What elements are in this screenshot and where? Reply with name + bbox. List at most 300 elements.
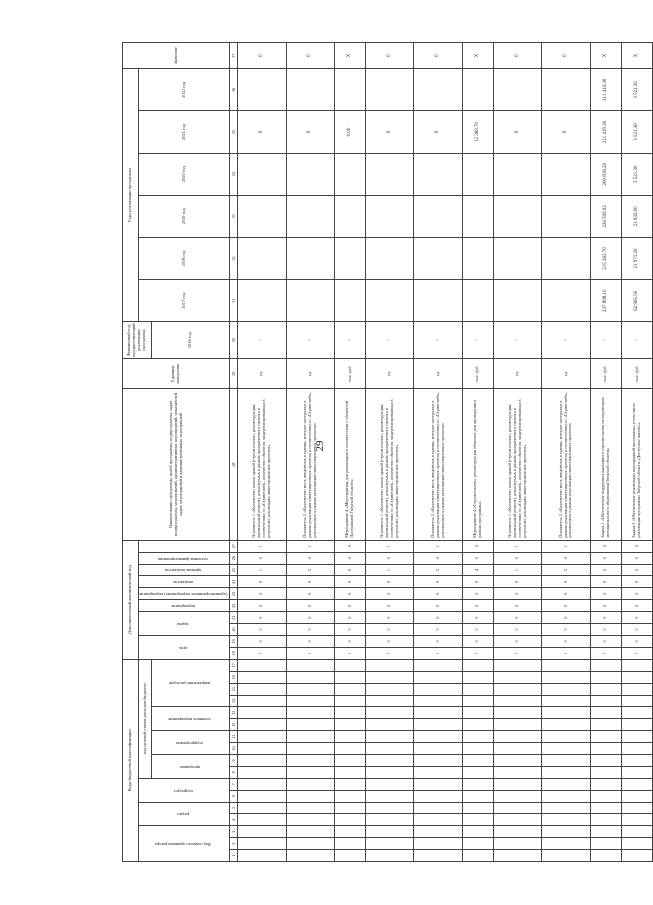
code-cell bbox=[590, 838, 621, 850]
code-cell bbox=[414, 707, 462, 719]
column-number: 16 bbox=[230, 671, 238, 683]
code-cell: 0 bbox=[590, 612, 621, 624]
row-year-value bbox=[414, 280, 462, 322]
code-cell bbox=[621, 826, 652, 838]
code-cell: 0 bbox=[238, 635, 286, 647]
code-cell bbox=[494, 719, 542, 731]
row-year-value: 211 419.30 bbox=[590, 69, 621, 111]
row-year-value: 0 bbox=[238, 111, 286, 153]
code-cell: 0 bbox=[334, 564, 365, 576]
code-cell bbox=[366, 826, 414, 838]
row-fin-year: \ bbox=[542, 322, 590, 359]
section-header: раздел bbox=[177, 812, 190, 818]
row-year-value bbox=[286, 69, 334, 111]
code-cell bbox=[414, 802, 462, 814]
code-cell: 0 bbox=[334, 588, 365, 600]
code-cell: 0 bbox=[462, 612, 493, 624]
row-year-value bbox=[334, 195, 365, 237]
row-name: Показатель 1 «Количество новых зданий (строительство, реконструкция, капитальный ремонт), реализуемых в рамках приоритетного проекта в соответствии со «Стратегией», количество объектов, модернизированных в результате реализации инвестиционных проектов» bbox=[366, 389, 414, 540]
code-cell bbox=[414, 719, 462, 731]
row-value: X bbox=[621, 43, 652, 69]
row-fin-year: \ bbox=[462, 322, 493, 359]
admin-header: Код главного администратора bbox=[155, 842, 212, 848]
code-cell: 0 bbox=[286, 635, 334, 647]
code-cell bbox=[366, 719, 414, 731]
code-cell bbox=[494, 790, 542, 802]
row-fin-year: \ bbox=[621, 322, 652, 359]
code-cell bbox=[238, 790, 286, 802]
code-cell bbox=[462, 719, 493, 731]
column-number: 6 bbox=[230, 790, 238, 802]
code-cell: 0 bbox=[621, 564, 652, 576]
code-cell bbox=[621, 850, 652, 862]
row-year-value bbox=[542, 153, 590, 195]
row-unit: ед. bbox=[286, 359, 334, 389]
code-cell: 1 bbox=[494, 540, 542, 552]
code-cell bbox=[494, 826, 542, 838]
code-cell bbox=[462, 790, 493, 802]
row-fin-year: \ bbox=[366, 322, 414, 359]
row-year-value bbox=[334, 153, 365, 195]
code-cell: 0 bbox=[494, 588, 542, 600]
code-cell: 0 bbox=[286, 588, 334, 600]
column-number: 10 bbox=[230, 743, 238, 755]
year-2019-header: 2019 год bbox=[139, 195, 230, 237]
code-cell bbox=[334, 850, 365, 862]
row-year-value bbox=[334, 237, 365, 279]
code-cell bbox=[462, 731, 493, 743]
code-cell: 0 bbox=[334, 600, 365, 612]
code-cell bbox=[286, 850, 334, 862]
row-year-value bbox=[462, 280, 493, 322]
row-year-value: 211 419.30 bbox=[590, 111, 621, 153]
code-cell bbox=[494, 731, 542, 743]
row-year-value bbox=[462, 153, 493, 195]
code-cell bbox=[286, 731, 334, 743]
code-cell: 0 bbox=[286, 600, 334, 612]
code-cell bbox=[414, 683, 462, 695]
code-cell: 0 bbox=[494, 600, 542, 612]
code-cell bbox=[366, 814, 414, 826]
table-row bbox=[542, 43, 590, 862]
row-year-value: 237 898.10 bbox=[590, 280, 621, 322]
code-cell: 1 bbox=[414, 540, 462, 552]
column-number: 21 bbox=[230, 612, 238, 624]
code-cell bbox=[334, 754, 365, 766]
code-cell bbox=[366, 790, 414, 802]
column-number: 12 bbox=[230, 719, 238, 731]
year-2022-header: 2022 год bbox=[139, 69, 230, 111]
row-unit: ед. bbox=[366, 359, 414, 389]
code-cell: 0 bbox=[590, 635, 621, 647]
code-cell bbox=[542, 826, 590, 838]
code-cell: 0 bbox=[590, 588, 621, 600]
row-year-value bbox=[414, 195, 462, 237]
column-number: 31 bbox=[230, 280, 238, 322]
code-cell bbox=[238, 766, 286, 778]
row-year-value bbox=[286, 195, 334, 237]
code-cell bbox=[542, 766, 590, 778]
code-cell bbox=[238, 695, 286, 707]
code-cell: 0 bbox=[590, 552, 621, 564]
code-cell bbox=[334, 790, 365, 802]
code-cell: 0 bbox=[621, 576, 652, 588]
code-cell bbox=[494, 707, 542, 719]
code-cell bbox=[462, 778, 493, 790]
column-number: 8 bbox=[230, 766, 238, 778]
code-cell bbox=[462, 707, 493, 719]
code-cell bbox=[462, 802, 493, 814]
row-year-value bbox=[542, 69, 590, 111]
code-cell bbox=[414, 731, 462, 743]
code-cell bbox=[238, 719, 286, 731]
row-value: X bbox=[462, 43, 493, 69]
code-cell: 0 bbox=[462, 588, 493, 600]
code-cell bbox=[334, 743, 365, 755]
table-row bbox=[590, 43, 621, 862]
code-cell bbox=[494, 778, 542, 790]
code-cell: 4 bbox=[462, 564, 493, 576]
row-year-value bbox=[366, 69, 414, 111]
code-cell bbox=[494, 671, 542, 683]
indicator-header: показатель bbox=[173, 580, 194, 586]
column-number: 26 bbox=[230, 552, 238, 564]
code-cell bbox=[286, 707, 334, 719]
code-cell bbox=[414, 671, 462, 683]
code-cell bbox=[366, 743, 414, 755]
row-fin-year: \ bbox=[334, 322, 365, 359]
column-number: 28 bbox=[230, 389, 238, 540]
row-year-value bbox=[334, 69, 365, 111]
code-cell bbox=[414, 826, 462, 838]
code-cell bbox=[494, 814, 542, 826]
row-name: Задача 1 «Обеспечение поддержки жилищного строительства на территории муниципального образования Тверской области» bbox=[590, 389, 621, 540]
code-cell: 0 bbox=[238, 552, 286, 564]
row-year-value bbox=[238, 195, 286, 237]
column-number: 19 bbox=[230, 635, 238, 647]
code-cell bbox=[414, 778, 462, 790]
table-row bbox=[238, 43, 286, 862]
row-year-value bbox=[494, 69, 542, 111]
table-row bbox=[621, 43, 652, 862]
code-cell bbox=[621, 814, 652, 826]
table-row bbox=[462, 43, 493, 862]
row-fin-year: \ bbox=[286, 322, 334, 359]
code-cell: 0 bbox=[590, 600, 621, 612]
year-2020-header: 2020 год bbox=[139, 153, 230, 195]
row-year-value bbox=[366, 195, 414, 237]
code-cell: 1 bbox=[286, 647, 334, 659]
program-table-body bbox=[238, 43, 653, 862]
code-cell bbox=[621, 671, 652, 683]
code-cell: 0 bbox=[334, 552, 365, 564]
row-value: 0 bbox=[414, 43, 462, 69]
code-cell bbox=[590, 790, 621, 802]
code-cell: 3 bbox=[494, 624, 542, 636]
code-cell: 0 bbox=[366, 588, 414, 600]
code-cell bbox=[590, 802, 621, 814]
code-cell: 0 bbox=[621, 635, 652, 647]
column-number: 23 bbox=[230, 588, 238, 600]
code-cell bbox=[590, 754, 621, 766]
row-year-value: 3 521.30 bbox=[621, 153, 652, 195]
code-cell: 1 bbox=[238, 564, 286, 576]
code-cell bbox=[238, 659, 286, 671]
row-value: X bbox=[334, 43, 365, 69]
code-cell: 0 bbox=[286, 576, 334, 588]
code-cell bbox=[590, 731, 621, 743]
row-year-value bbox=[286, 237, 334, 279]
code-cell: 0 bbox=[334, 612, 365, 624]
code-cell bbox=[334, 778, 365, 790]
table-row bbox=[286, 43, 334, 862]
code-cell: 3 bbox=[621, 624, 652, 636]
code-cell: 1 bbox=[414, 647, 462, 659]
code-cell bbox=[542, 731, 590, 743]
code-cell bbox=[238, 683, 286, 695]
column-number: 29 bbox=[230, 359, 238, 389]
code-cell bbox=[590, 778, 621, 790]
row-year-value bbox=[286, 280, 334, 322]
row-unit: ед. bbox=[494, 359, 542, 389]
code-cell: 0 bbox=[590, 564, 621, 576]
code-cell bbox=[494, 838, 542, 850]
row-year-value: 12 369.70 bbox=[462, 111, 493, 153]
budget-codes-header: Коды бюджетной классификации bbox=[123, 659, 139, 861]
code-cell: 0 bbox=[366, 635, 414, 647]
code-cell: 0 bbox=[494, 635, 542, 647]
code-cell bbox=[542, 743, 590, 755]
code-cell bbox=[414, 850, 462, 862]
row-year-value bbox=[462, 195, 493, 237]
column-number: 18 bbox=[230, 647, 238, 659]
code-cell bbox=[286, 683, 334, 695]
code-cell bbox=[462, 659, 493, 671]
code-cell bbox=[238, 707, 286, 719]
row-year-value bbox=[494, 195, 542, 237]
code-cell: 0 bbox=[590, 540, 621, 552]
code-cell bbox=[542, 695, 590, 707]
row-year-value bbox=[366, 153, 414, 195]
code-cell bbox=[286, 659, 334, 671]
code-cell bbox=[238, 671, 286, 683]
code-cell bbox=[542, 790, 590, 802]
code-cell bbox=[590, 683, 621, 695]
code-cell bbox=[334, 838, 365, 850]
code-cell bbox=[542, 659, 590, 671]
column-number: 4 bbox=[230, 814, 238, 826]
fin-year-header: Финансовый год, предшествующий реализации программы bbox=[123, 322, 152, 359]
target-code-header: код целевой статьи расходов бюджета bbox=[139, 659, 152, 778]
column-number: 2 bbox=[230, 838, 238, 850]
code-cell: 3 bbox=[238, 624, 286, 636]
code-cell bbox=[621, 790, 652, 802]
code-cell: 0 bbox=[366, 552, 414, 564]
code-cell bbox=[590, 671, 621, 683]
code-cell bbox=[286, 766, 334, 778]
row-year-value bbox=[494, 237, 542, 279]
page-number: 29 bbox=[314, 440, 326, 452]
code-cell bbox=[621, 695, 652, 707]
code-cell bbox=[286, 671, 334, 683]
code-cell: 1 bbox=[366, 564, 414, 576]
row-year-value bbox=[238, 237, 286, 279]
year-2018-header: 2018 год bbox=[139, 237, 230, 279]
main-event-header: основное мероприятие bbox=[168, 717, 212, 723]
code-cell bbox=[542, 707, 590, 719]
code-cell: 0 bbox=[621, 588, 652, 600]
code-cell bbox=[621, 838, 652, 850]
code-cell bbox=[462, 683, 493, 695]
row-year-value bbox=[542, 280, 590, 322]
code-cell bbox=[334, 766, 365, 778]
code-cell bbox=[590, 850, 621, 862]
column-number: 17 bbox=[230, 659, 238, 671]
code-cell: 0 bbox=[334, 576, 365, 588]
row-year-value bbox=[542, 195, 590, 237]
code-cell: 0 bbox=[366, 612, 414, 624]
code-cell: 3 bbox=[542, 624, 590, 636]
code-cell: 0 bbox=[494, 612, 542, 624]
code-cell: 0 bbox=[590, 576, 621, 588]
code-cell bbox=[238, 778, 286, 790]
column-number: 20 bbox=[230, 624, 238, 636]
code-cell: 1 bbox=[366, 647, 414, 659]
code-cell: 0 bbox=[334, 540, 365, 552]
row-value: 0 bbox=[542, 43, 590, 69]
code-cell: 0 bbox=[286, 552, 334, 564]
code-cell bbox=[494, 766, 542, 778]
row-unit: ед. bbox=[414, 359, 462, 389]
row-name: Показатель 2 «Количество мест, введённых в здании, которые построены в рамках реализации инвестиционных проектов в соответствии со «Стратегией», реализуемых в рамках реализации инвестиционных проектов» bbox=[286, 389, 334, 540]
row-year-value bbox=[414, 69, 462, 111]
code-cell bbox=[462, 766, 493, 778]
code-cell bbox=[414, 754, 462, 766]
code-cell bbox=[621, 731, 652, 743]
code-cell: 0 bbox=[542, 588, 590, 600]
code-cell bbox=[590, 695, 621, 707]
code-cell bbox=[542, 754, 590, 766]
code-cell bbox=[286, 754, 334, 766]
code-cell bbox=[238, 826, 286, 838]
code-cell: 0 bbox=[542, 576, 590, 588]
code-cell bbox=[366, 850, 414, 862]
code-cell: 0 bbox=[414, 635, 462, 647]
row-year-value: 3 521.30 bbox=[621, 111, 652, 153]
code-cell bbox=[334, 695, 365, 707]
column-number: 14 bbox=[230, 695, 238, 707]
code-cell: 2 bbox=[286, 564, 334, 576]
code-cell bbox=[542, 802, 590, 814]
code-cell bbox=[286, 838, 334, 850]
code-cell: 3 bbox=[462, 624, 493, 636]
code-cell bbox=[366, 671, 414, 683]
row-year-value bbox=[238, 69, 286, 111]
program-table bbox=[122, 42, 653, 862]
row-name: Задача 2 «Обеспечение реализации мероприятий программы, в том числе реализация программы Тверской области «Доступное жильё»» bbox=[621, 389, 652, 540]
name-header: Наименование программы, целей программы, подпрограммы, задач подпрограммы, мероприятий, административных мероприятий, показателей задач, мероприятий и административных мероприятий bbox=[123, 389, 230, 540]
code-cell bbox=[414, 766, 462, 778]
row-fin-year: \ bbox=[494, 322, 542, 359]
row-year-value: 62 965.50 bbox=[621, 280, 652, 322]
analytic-code-header: Дополнительный аналитический код bbox=[123, 540, 139, 659]
code-cell bbox=[414, 659, 462, 671]
row-year-value: 21 932.00 bbox=[621, 195, 652, 237]
code-cell bbox=[494, 695, 542, 707]
code-cell bbox=[462, 671, 493, 683]
code-cell: 0 bbox=[621, 612, 652, 624]
code-cell bbox=[334, 731, 365, 743]
row-value: 0 bbox=[366, 43, 414, 69]
column-number: 24 bbox=[230, 576, 238, 588]
code-cell: 1 bbox=[238, 540, 286, 552]
row-year-value: 0 bbox=[414, 111, 462, 153]
code-cell bbox=[621, 707, 652, 719]
code-cell: 1 bbox=[286, 540, 334, 552]
program-table-rotated bbox=[122, 42, 642, 862]
code-cell: 1 bbox=[494, 647, 542, 659]
column-number: 33 bbox=[230, 195, 238, 237]
row-year-value bbox=[286, 153, 334, 195]
code-cell bbox=[494, 743, 542, 755]
subsection-header: подраздел bbox=[173, 788, 193, 794]
code-cell bbox=[462, 695, 493, 707]
code-cell bbox=[366, 802, 414, 814]
unit-header: Единица измерения bbox=[123, 359, 230, 389]
code-cell bbox=[590, 826, 621, 838]
row-year-value bbox=[366, 237, 414, 279]
column-number: 25 bbox=[230, 564, 238, 576]
code-cell: 0 bbox=[542, 552, 590, 564]
code-cell bbox=[334, 683, 365, 695]
code-cell bbox=[542, 814, 590, 826]
code-cell bbox=[414, 790, 462, 802]
row-year-value bbox=[494, 153, 542, 195]
row-year-value bbox=[366, 280, 414, 322]
code-cell bbox=[286, 778, 334, 790]
code-cell bbox=[621, 719, 652, 731]
code-cell bbox=[494, 683, 542, 695]
column-number: 13 bbox=[230, 707, 238, 719]
code-cell bbox=[590, 707, 621, 719]
row-fin-year: \ bbox=[590, 322, 621, 359]
row-year-value: 21 971.20 bbox=[621, 237, 652, 279]
code-cell bbox=[462, 850, 493, 862]
code-cell bbox=[621, 766, 652, 778]
code-cell bbox=[542, 838, 590, 850]
code-cell: 0 bbox=[494, 576, 542, 588]
code-cell bbox=[494, 850, 542, 862]
column-number: 30 bbox=[230, 322, 238, 359]
code-cell bbox=[414, 695, 462, 707]
code-cell bbox=[238, 814, 286, 826]
code-cell bbox=[334, 814, 365, 826]
code-cell bbox=[590, 743, 621, 755]
fin-year-value-header: 2016 год bbox=[152, 322, 230, 359]
code-cell bbox=[366, 754, 414, 766]
row-year-value bbox=[334, 280, 365, 322]
code-cell: 0 bbox=[542, 635, 590, 647]
code-cell bbox=[462, 826, 493, 838]
row-year-value bbox=[414, 237, 462, 279]
code-cell bbox=[494, 802, 542, 814]
row-year-value: 200 818.29 bbox=[590, 153, 621, 195]
code-cell bbox=[238, 850, 286, 862]
event-header: мероприятие bbox=[171, 604, 196, 610]
row-year-value bbox=[462, 237, 493, 279]
code-cell bbox=[621, 743, 652, 755]
code-cell bbox=[621, 802, 652, 814]
